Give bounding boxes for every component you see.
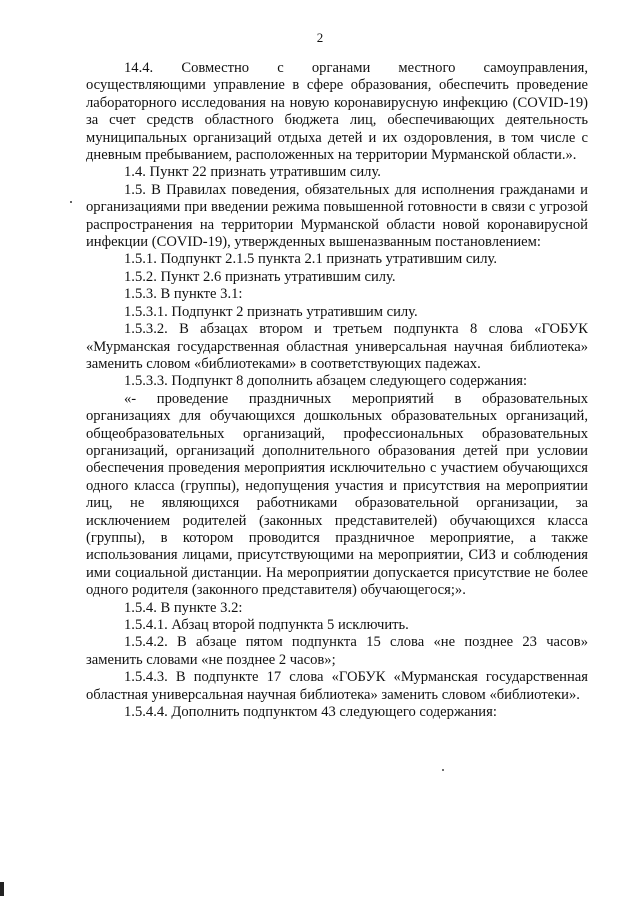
- paragraph-1-5-1: 1.5.1. Подпункт 2.1.5 пункта 2.1 признать утратившим силу.: [124, 251, 497, 268]
- paragraph-1-4: 1.4. Пункт 22 признать утратившим силу.: [124, 164, 381, 181]
- paragraph-1-5-4-2: 1.5.4.2. В абзаце пятом подпункта 15 слова «не позднее 23 часов» заменить словами «не позднее 2 часов»;: [86, 634, 588, 668]
- paragraph-1-5-4-1: 1.5.4.1. Абзац второй подпункта 5 исключить.: [124, 617, 409, 633]
- scan-edge-mark: [0, 882, 4, 896]
- paragraph-1-5-3-3: 1.5.3.3. Подпункт 8 дополнить абзацем следующего содержания:: [124, 373, 528, 390]
- page-number: 2: [316, 30, 324, 45]
- paragraph-1-5-3: 1.5.3. В пункте 3.1:: [124, 286, 243, 303]
- scan-speck: [70, 201, 72, 203]
- paragraph-1-5-4-4: 1.5.4.4. Дополнить подпунктом 43 следующего содержания:: [124, 704, 497, 721]
- paragraph-1-5-2: 1.5.2. Пункт 2.6 признать утратившим силу.: [124, 268, 396, 285]
- paragraph-1-5-3-1: 1.5.3.1. Подпункт 2 признать утратившим силу.: [124, 303, 418, 320]
- paragraph-1-5: 1.5. В Правилах поведения, обязательных для исполнения гражданами и организациями при введении режима повышенной готовности в связи с угрозой распространения на территории Мурманской области новой коронавирусной инфекции (COVID-19), утвержденных вышеназванным постановлением:: [86, 181, 588, 251]
- paragraph-1-5-4: 1.5.4. В пункте 3.2:: [124, 599, 243, 616]
- scan-speck: [442, 769, 444, 771]
- paragraph-1-5-4-3: 1.5.4.3. В подпункте 17 слова «ГОБУК «Мурманская государственная областная универсальная научная библиотека» заменить словом «библиотеки».: [86, 669, 588, 703]
- document-body: [86, 60, 588, 721]
- quoted-paragraph-festive-events: «- проведение праздничных мероприятий в образовательных организациях для обучающихся дошкольных образовательных организаций, общеобразовательных организаций, профессиональных образовательных организаций, организаций дополнительного образования детей при условии обеспечения проведения мероприятия исключительно с участием обучающихся одного класса (группы), недопущения участия и присутствия на мероприятии лиц, не являющихся работниками образовательной организации, за исключением родителей (законных представителей) обучающихся класса (группы), в котором проводится праздничное мероприятие, а также использования лицами, присутствующими на мероприятии, СИЗ и соблюдения ими социальной дистанции. На мероприятии допускается присутствие не более одного родителя (законного представителя) обучающегося;».: [86, 390, 588, 599]
- paragraph-1-5-3-2: 1.5.3.2. В абзацах втором и третьем подпункта 8 слова «ГОБУК «Мурманская государственная областная универсальная научная библиотека» заменить словом «библиотеками» в соответствующих падежах.: [86, 321, 588, 372]
- paragraph-14-4: 14.4. Совместно с органами местного самоуправления, осуществляющими управление в сфере образования, обеспечить проведение лабораторного исследования на новую коронавирусную инфекцию (COVID-19) за счет средств областного бюджета лиц, обеспечивающих деятельность муниципальных организаций отдыха детей и их оздоровления, в том числе с дневным пребыванием, расположенных на территории Мурманской области.».: [86, 60, 588, 164]
